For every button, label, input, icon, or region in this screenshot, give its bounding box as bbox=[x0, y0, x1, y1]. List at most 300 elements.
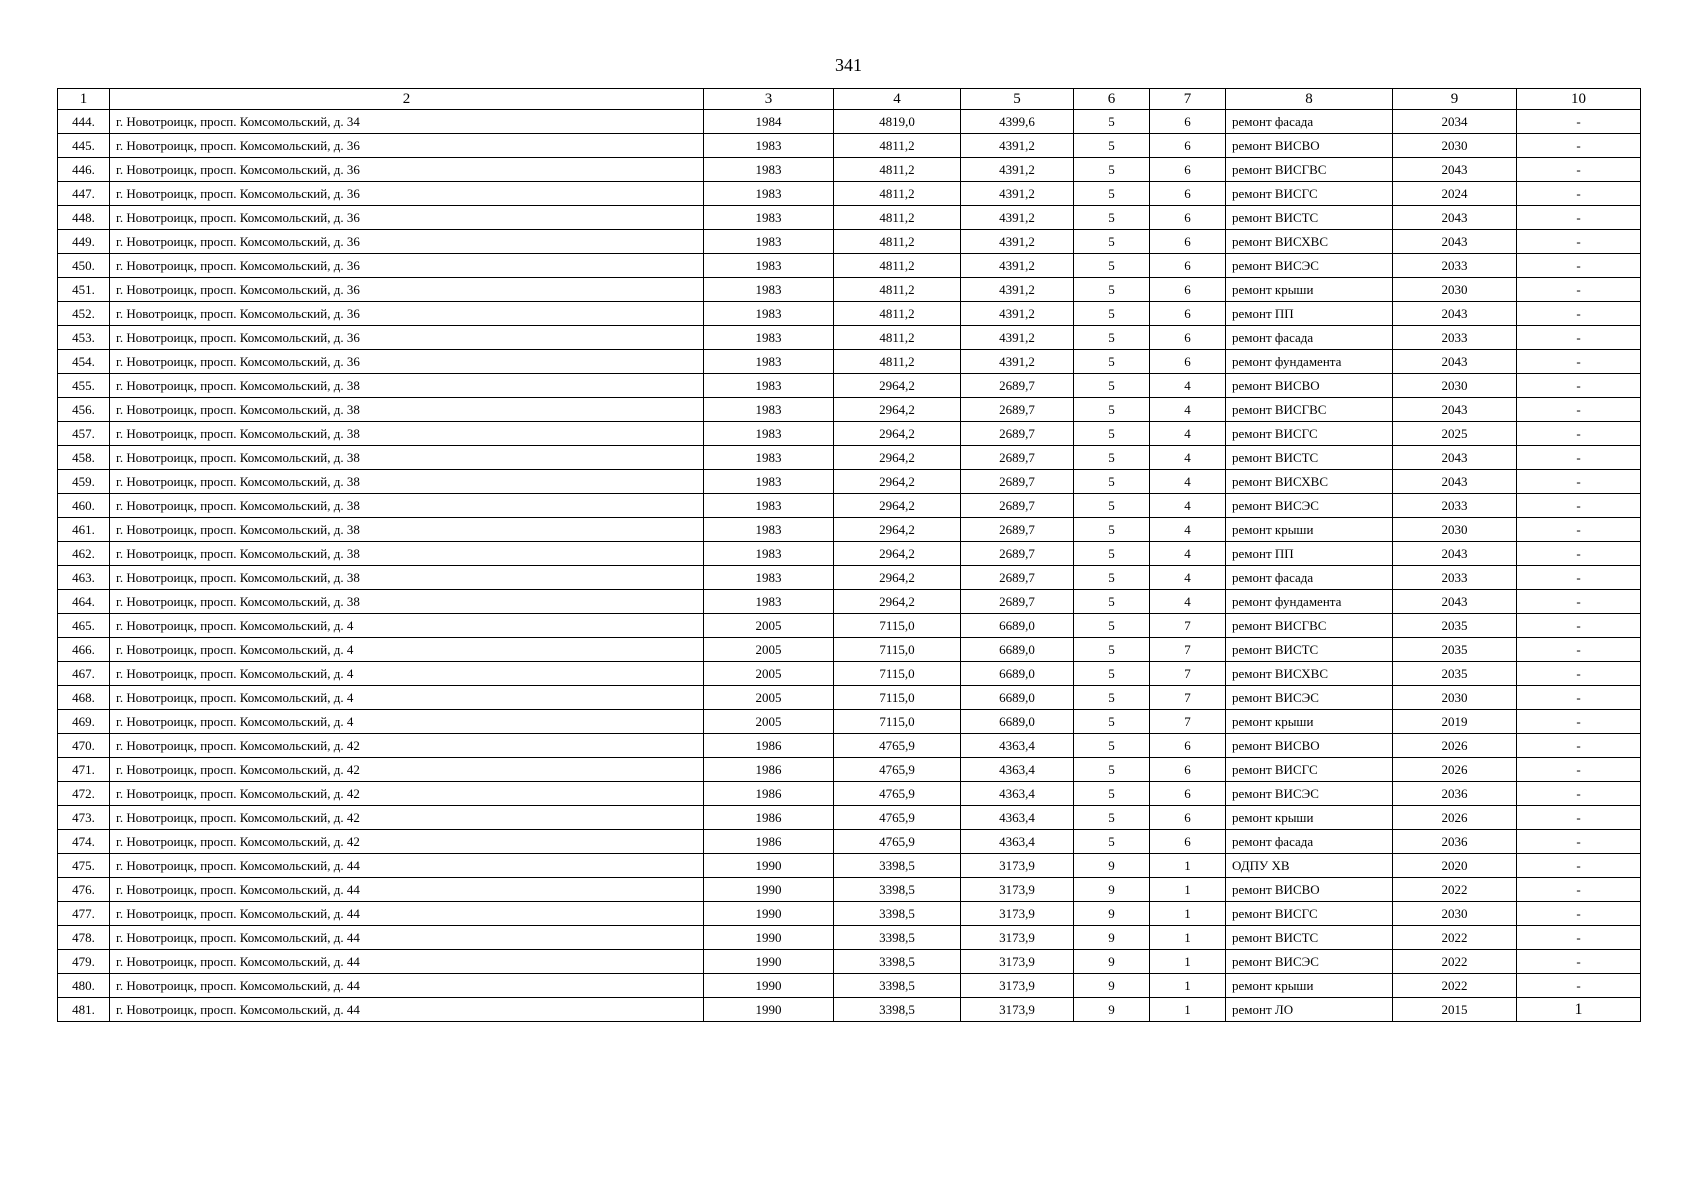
address-cell: г. Новотроицк, просп. Комсомольский, д. 36 bbox=[110, 278, 704, 302]
note-cell: - bbox=[1517, 710, 1641, 734]
address-cell: г. Новотроицк, просп. Комсомольский, д. 36 bbox=[110, 206, 704, 230]
work-type-cell: ремонт ВИСХВС bbox=[1226, 662, 1393, 686]
note-cell: - bbox=[1517, 110, 1641, 134]
column-header-7: 7 bbox=[1150, 89, 1226, 110]
note-cell: - bbox=[1517, 758, 1641, 782]
total-area-cell: 3398,5 bbox=[834, 926, 961, 950]
row-number-cell: 470. bbox=[58, 734, 110, 758]
living-area-cell: 3173,9 bbox=[961, 950, 1074, 974]
address-cell: г. Новотроицк, просп. Комсомольский, д. 4 bbox=[110, 662, 704, 686]
address-cell: г. Новотроицк, просп. Комсомольский, д. 38 bbox=[110, 446, 704, 470]
plan-year-cell: 2030 bbox=[1393, 902, 1517, 926]
living-area-cell: 4391,2 bbox=[961, 158, 1074, 182]
living-area-cell: 4363,4 bbox=[961, 806, 1074, 830]
year-cell: 1990 bbox=[704, 950, 834, 974]
living-area-cell: 4399,6 bbox=[961, 110, 1074, 134]
year-cell: 1986 bbox=[704, 830, 834, 854]
year-cell: 1986 bbox=[704, 758, 834, 782]
floors-cell: 5 bbox=[1074, 158, 1150, 182]
floors-cell: 5 bbox=[1074, 422, 1150, 446]
entrances-cell: 7 bbox=[1150, 686, 1226, 710]
living-area-cell: 2689,7 bbox=[961, 470, 1074, 494]
document-table bbox=[57, 88, 1641, 1022]
table-body bbox=[58, 110, 1641, 1022]
total-area-cell: 4811,2 bbox=[834, 302, 961, 326]
plan-year-cell: 2026 bbox=[1393, 806, 1517, 830]
row-number-cell: 478. bbox=[58, 926, 110, 950]
plan-year-cell: 2035 bbox=[1393, 638, 1517, 662]
floors-cell: 5 bbox=[1074, 638, 1150, 662]
entrances-cell: 6 bbox=[1150, 302, 1226, 326]
floors-cell: 5 bbox=[1074, 278, 1150, 302]
address-cell: г. Новотроицк, просп. Комсомольский, д. 44 bbox=[110, 854, 704, 878]
entrances-cell: 4 bbox=[1150, 542, 1226, 566]
year-cell: 1990 bbox=[704, 854, 834, 878]
work-type-cell: ремонт ВИСГВС bbox=[1226, 158, 1393, 182]
note-cell: - bbox=[1517, 254, 1641, 278]
plan-year-cell: 2043 bbox=[1393, 446, 1517, 470]
plan-year-cell: 2043 bbox=[1393, 158, 1517, 182]
year-cell: 1990 bbox=[704, 926, 834, 950]
note-cell: - bbox=[1517, 134, 1641, 158]
column-header-3: 3 bbox=[704, 89, 834, 110]
note-cell: - bbox=[1517, 518, 1641, 542]
plan-year-cell: 2025 bbox=[1393, 422, 1517, 446]
floors-cell: 5 bbox=[1074, 302, 1150, 326]
table-row bbox=[58, 662, 1641, 686]
total-area-cell: 2964,2 bbox=[834, 542, 961, 566]
note-cell: - bbox=[1517, 398, 1641, 422]
work-type-cell: ремонт ВИСВО bbox=[1226, 734, 1393, 758]
row-number-cell: 444. bbox=[58, 110, 110, 134]
living-area-cell: 4363,4 bbox=[961, 734, 1074, 758]
entrances-cell: 4 bbox=[1150, 374, 1226, 398]
entrances-cell: 6 bbox=[1150, 782, 1226, 806]
total-area-cell: 4811,2 bbox=[834, 182, 961, 206]
entrances-cell: 4 bbox=[1150, 470, 1226, 494]
year-cell: 1983 bbox=[704, 542, 834, 566]
total-area-cell: 3398,5 bbox=[834, 998, 961, 1022]
plan-year-cell: 2043 bbox=[1393, 350, 1517, 374]
row-number-cell: 477. bbox=[58, 902, 110, 926]
floors-cell: 5 bbox=[1074, 542, 1150, 566]
floors-cell: 5 bbox=[1074, 494, 1150, 518]
table-row bbox=[58, 134, 1641, 158]
table-row bbox=[58, 758, 1641, 782]
total-area-cell: 7115,0 bbox=[834, 686, 961, 710]
row-number-cell: 455. bbox=[58, 374, 110, 398]
note-cell: - bbox=[1517, 782, 1641, 806]
plan-year-cell: 2026 bbox=[1393, 734, 1517, 758]
table-row bbox=[58, 638, 1641, 662]
plan-year-cell: 2043 bbox=[1393, 470, 1517, 494]
plan-year-cell: 2033 bbox=[1393, 494, 1517, 518]
work-type-cell: ремонт ВИСТС bbox=[1226, 926, 1393, 950]
plan-year-cell: 2022 bbox=[1393, 878, 1517, 902]
entrances-cell: 1 bbox=[1150, 926, 1226, 950]
work-type-cell: ремонт ВИСВО bbox=[1226, 374, 1393, 398]
year-cell: 1986 bbox=[704, 734, 834, 758]
floors-cell: 5 bbox=[1074, 182, 1150, 206]
row-number-cell: 462. bbox=[58, 542, 110, 566]
living-area-cell: 2689,7 bbox=[961, 422, 1074, 446]
floors-cell: 5 bbox=[1074, 326, 1150, 350]
note-cell: - bbox=[1517, 566, 1641, 590]
living-area-cell: 2689,7 bbox=[961, 494, 1074, 518]
total-area-cell: 3398,5 bbox=[834, 902, 961, 926]
work-type-cell: ремонт фасада bbox=[1226, 830, 1393, 854]
work-type-cell: ремонт ВИСГС bbox=[1226, 902, 1393, 926]
plan-year-cell: 2033 bbox=[1393, 326, 1517, 350]
table-row bbox=[58, 686, 1641, 710]
note-cell: - bbox=[1517, 950, 1641, 974]
note-cell: - bbox=[1517, 686, 1641, 710]
floors-cell: 5 bbox=[1074, 110, 1150, 134]
work-type-cell: ремонт ВИСЭС bbox=[1226, 686, 1393, 710]
plan-year-cell: 2036 bbox=[1393, 830, 1517, 854]
table-row bbox=[58, 326, 1641, 350]
plan-year-cell: 2022 bbox=[1393, 950, 1517, 974]
living-area-cell: 3173,9 bbox=[961, 878, 1074, 902]
floors-cell: 9 bbox=[1074, 854, 1150, 878]
plan-year-cell: 2020 bbox=[1393, 854, 1517, 878]
living-area-cell: 6689,0 bbox=[961, 614, 1074, 638]
note-cell: - bbox=[1517, 614, 1641, 638]
year-cell: 1983 bbox=[704, 470, 834, 494]
year-cell: 1983 bbox=[704, 230, 834, 254]
year-cell: 1990 bbox=[704, 878, 834, 902]
work-type-cell: ремонт ВИСГВС bbox=[1226, 398, 1393, 422]
work-type-cell: ремонт ВИСГС bbox=[1226, 758, 1393, 782]
living-area-cell: 6689,0 bbox=[961, 686, 1074, 710]
note-cell: - bbox=[1517, 350, 1641, 374]
year-cell: 1983 bbox=[704, 374, 834, 398]
work-type-cell: ремонт крыши bbox=[1226, 806, 1393, 830]
living-area-cell: 2689,7 bbox=[961, 542, 1074, 566]
address-cell: г. Новотроицк, просп. Комсомольский, д. 42 bbox=[110, 830, 704, 854]
row-number-cell: 447. bbox=[58, 182, 110, 206]
address-cell: г. Новотроицк, просп. Комсомольский, д. 36 bbox=[110, 134, 704, 158]
living-area-cell: 4391,2 bbox=[961, 350, 1074, 374]
floors-cell: 5 bbox=[1074, 254, 1150, 278]
floors-cell: 5 bbox=[1074, 806, 1150, 830]
row-number-cell: 463. bbox=[58, 566, 110, 590]
total-area-cell: 4811,2 bbox=[834, 206, 961, 230]
work-type-cell: ремонт ВИСВО bbox=[1226, 134, 1393, 158]
floors-cell: 9 bbox=[1074, 902, 1150, 926]
row-number-cell: 474. bbox=[58, 830, 110, 854]
table-row bbox=[58, 998, 1641, 1022]
column-header-5: 5 bbox=[961, 89, 1074, 110]
table-row bbox=[58, 422, 1641, 446]
note-cell: - bbox=[1517, 158, 1641, 182]
note-cell: - bbox=[1517, 374, 1641, 398]
living-area-cell: 4391,2 bbox=[961, 302, 1074, 326]
table-row bbox=[58, 350, 1641, 374]
entrances-cell: 4 bbox=[1150, 590, 1226, 614]
entrances-cell: 1 bbox=[1150, 854, 1226, 878]
table-row bbox=[58, 230, 1641, 254]
table-row bbox=[58, 182, 1641, 206]
plan-year-cell: 2033 bbox=[1393, 566, 1517, 590]
row-number-cell: 468. bbox=[58, 686, 110, 710]
note-cell: - bbox=[1517, 878, 1641, 902]
entrances-cell: 6 bbox=[1150, 758, 1226, 782]
living-area-cell: 2689,7 bbox=[961, 518, 1074, 542]
floors-cell: 5 bbox=[1074, 686, 1150, 710]
address-cell: г. Новотроицк, просп. Комсомольский, д. 36 bbox=[110, 182, 704, 206]
address-cell: г. Новотроицк, просп. Комсомольский, д. 4 bbox=[110, 614, 704, 638]
entrances-cell: 6 bbox=[1150, 182, 1226, 206]
floors-cell: 9 bbox=[1074, 950, 1150, 974]
year-cell: 1990 bbox=[704, 902, 834, 926]
floors-cell: 5 bbox=[1074, 734, 1150, 758]
address-cell: г. Новотроицк, просп. Комсомольский, д. 38 bbox=[110, 566, 704, 590]
entrances-cell: 4 bbox=[1150, 446, 1226, 470]
note-cell: - bbox=[1517, 278, 1641, 302]
address-cell: г. Новотроицк, просп. Комсомольский, д. 38 bbox=[110, 422, 704, 446]
work-type-cell: ремонт фасада bbox=[1226, 110, 1393, 134]
floors-cell: 5 bbox=[1074, 566, 1150, 590]
year-cell: 1983 bbox=[704, 206, 834, 230]
floors-cell: 9 bbox=[1074, 926, 1150, 950]
row-number-cell: 481. bbox=[58, 998, 110, 1022]
entrances-cell: 6 bbox=[1150, 278, 1226, 302]
row-number-cell: 476. bbox=[58, 878, 110, 902]
living-area-cell: 4363,4 bbox=[961, 758, 1074, 782]
total-area-cell: 4765,9 bbox=[834, 782, 961, 806]
row-number-cell: 450. bbox=[58, 254, 110, 278]
work-type-cell: ремонт ВИСЭС bbox=[1226, 254, 1393, 278]
row-number-cell: 475. bbox=[58, 854, 110, 878]
work-type-cell: ремонт крыши bbox=[1226, 518, 1393, 542]
work-type-cell: ремонт фундамента bbox=[1226, 590, 1393, 614]
living-area-cell: 4391,2 bbox=[961, 182, 1074, 206]
total-area-cell: 4811,2 bbox=[834, 230, 961, 254]
year-cell: 1983 bbox=[704, 494, 834, 518]
address-cell: г. Новотроицк, просп. Комсомольский, д. 44 bbox=[110, 926, 704, 950]
year-cell: 2005 bbox=[704, 638, 834, 662]
total-area-cell: 7115,0 bbox=[834, 614, 961, 638]
address-cell: г. Новотроицк, просп. Комсомольский, д. 36 bbox=[110, 254, 704, 278]
entrances-cell: 6 bbox=[1150, 254, 1226, 278]
address-cell: г. Новотроицк, просп. Комсомольский, д. 36 bbox=[110, 302, 704, 326]
total-area-cell: 2964,2 bbox=[834, 518, 961, 542]
floors-cell: 5 bbox=[1074, 518, 1150, 542]
living-area-cell: 4391,2 bbox=[961, 326, 1074, 350]
plan-year-cell: 2019 bbox=[1393, 710, 1517, 734]
table-row bbox=[58, 254, 1641, 278]
work-type-cell: ремонт ПП bbox=[1226, 542, 1393, 566]
total-area-cell: 2964,2 bbox=[834, 590, 961, 614]
address-cell: г. Новотроицк, просп. Комсомольский, д. 38 bbox=[110, 590, 704, 614]
work-type-cell: ремонт ПП bbox=[1226, 302, 1393, 326]
floors-cell: 5 bbox=[1074, 758, 1150, 782]
table-row bbox=[58, 590, 1641, 614]
living-area-cell: 3173,9 bbox=[961, 998, 1074, 1022]
entrances-cell: 4 bbox=[1150, 494, 1226, 518]
total-area-cell: 4811,2 bbox=[834, 158, 961, 182]
row-number-cell: 472. bbox=[58, 782, 110, 806]
page-number: 341 bbox=[835, 55, 862, 75]
entrances-cell: 4 bbox=[1150, 398, 1226, 422]
total-area-cell: 2964,2 bbox=[834, 374, 961, 398]
row-number-cell: 453. bbox=[58, 326, 110, 350]
entrances-cell: 6 bbox=[1150, 350, 1226, 374]
plan-year-cell: 2035 bbox=[1393, 614, 1517, 638]
column-header-1: 1 bbox=[58, 89, 110, 110]
plan-year-cell: 2022 bbox=[1393, 926, 1517, 950]
entrances-cell: 7 bbox=[1150, 638, 1226, 662]
floors-cell: 5 bbox=[1074, 134, 1150, 158]
year-cell: 1986 bbox=[704, 806, 834, 830]
table-row bbox=[58, 518, 1641, 542]
column-header-2: 2 bbox=[110, 89, 704, 110]
note-cell: - bbox=[1517, 230, 1641, 254]
note-cell: 1 bbox=[1517, 998, 1641, 1022]
floors-cell: 5 bbox=[1074, 446, 1150, 470]
address-cell: г. Новотроицк, просп. Комсомольский, д. 36 bbox=[110, 230, 704, 254]
entrances-cell: 6 bbox=[1150, 206, 1226, 230]
entrances-cell: 6 bbox=[1150, 134, 1226, 158]
table-row bbox=[58, 734, 1641, 758]
floors-cell: 5 bbox=[1074, 614, 1150, 638]
plan-year-cell: 2022 bbox=[1393, 974, 1517, 998]
address-cell: г. Новотроицк, просп. Комсомольский, д. 38 bbox=[110, 542, 704, 566]
living-area-cell: 3173,9 bbox=[961, 902, 1074, 926]
table-row bbox=[58, 974, 1641, 998]
note-cell: - bbox=[1517, 542, 1641, 566]
table-row bbox=[58, 710, 1641, 734]
note-cell: - bbox=[1517, 926, 1641, 950]
table-row bbox=[58, 206, 1641, 230]
plan-year-cell: 2026 bbox=[1393, 758, 1517, 782]
total-area-cell: 4811,2 bbox=[834, 134, 961, 158]
year-cell: 1983 bbox=[704, 182, 834, 206]
plan-year-cell: 2030 bbox=[1393, 518, 1517, 542]
year-cell: 2005 bbox=[704, 662, 834, 686]
plan-year-cell: 2043 bbox=[1393, 398, 1517, 422]
living-area-cell: 2689,7 bbox=[961, 374, 1074, 398]
row-number-cell: 460. bbox=[58, 494, 110, 518]
table-row bbox=[58, 614, 1641, 638]
table-row bbox=[58, 950, 1641, 974]
column-header-4: 4 bbox=[834, 89, 961, 110]
total-area-cell: 4765,9 bbox=[834, 830, 961, 854]
year-cell: 2005 bbox=[704, 686, 834, 710]
table-row bbox=[58, 830, 1641, 854]
address-cell: г. Новотроицк, просп. Комсомольский, д. 38 bbox=[110, 518, 704, 542]
total-area-cell: 2964,2 bbox=[834, 566, 961, 590]
row-number-cell: 471. bbox=[58, 758, 110, 782]
total-area-cell: 3398,5 bbox=[834, 974, 961, 998]
living-area-cell: 4363,4 bbox=[961, 782, 1074, 806]
table-row bbox=[58, 470, 1641, 494]
note-cell: - bbox=[1517, 974, 1641, 998]
entrances-cell: 4 bbox=[1150, 518, 1226, 542]
table-row bbox=[58, 158, 1641, 182]
address-cell: г. Новотроицк, просп. Комсомольский, д. 44 bbox=[110, 998, 704, 1022]
year-cell: 1983 bbox=[704, 302, 834, 326]
year-cell: 1983 bbox=[704, 518, 834, 542]
row-number-cell: 446. bbox=[58, 158, 110, 182]
entrances-cell: 1 bbox=[1150, 998, 1226, 1022]
work-type-cell: ремонт ЛО bbox=[1226, 998, 1393, 1022]
row-number-cell: 458. bbox=[58, 446, 110, 470]
entrances-cell: 7 bbox=[1150, 662, 1226, 686]
total-area-cell: 2964,2 bbox=[834, 446, 961, 470]
living-area-cell: 6689,0 bbox=[961, 710, 1074, 734]
total-area-cell: 2964,2 bbox=[834, 470, 961, 494]
living-area-cell: 2689,7 bbox=[961, 566, 1074, 590]
note-cell: - bbox=[1517, 902, 1641, 926]
address-cell: г. Новотроицк, просп. Комсомольский, д. 42 bbox=[110, 758, 704, 782]
work-type-cell: ремонт ВИСТС bbox=[1226, 206, 1393, 230]
row-number-cell: 467. bbox=[58, 662, 110, 686]
row-number-cell: 452. bbox=[58, 302, 110, 326]
living-area-cell: 4391,2 bbox=[961, 134, 1074, 158]
column-header-9: 9 bbox=[1393, 89, 1517, 110]
entrances-cell: 7 bbox=[1150, 614, 1226, 638]
living-area-cell: 4391,2 bbox=[961, 254, 1074, 278]
living-area-cell: 6689,0 bbox=[961, 638, 1074, 662]
row-number-cell: 459. bbox=[58, 470, 110, 494]
table-row bbox=[58, 110, 1641, 134]
living-area-cell: 3173,9 bbox=[961, 854, 1074, 878]
address-cell: г. Новотроицк, просп. Комсомольский, д. 38 bbox=[110, 470, 704, 494]
floors-cell: 9 bbox=[1074, 878, 1150, 902]
total-area-cell: 4765,9 bbox=[834, 734, 961, 758]
plan-year-cell: 2043 bbox=[1393, 590, 1517, 614]
note-cell: - bbox=[1517, 638, 1641, 662]
entrances-cell: 4 bbox=[1150, 566, 1226, 590]
floors-cell: 5 bbox=[1074, 350, 1150, 374]
living-area-cell: 3173,9 bbox=[961, 974, 1074, 998]
total-area-cell: 3398,5 bbox=[834, 950, 961, 974]
entrances-cell: 4 bbox=[1150, 422, 1226, 446]
address-cell: г. Новотроицк, просп. Комсомольский, д. 44 bbox=[110, 974, 704, 998]
living-area-cell: 4391,2 bbox=[961, 206, 1074, 230]
entrances-cell: 1 bbox=[1150, 878, 1226, 902]
table-row bbox=[58, 926, 1641, 950]
total-area-cell: 4765,9 bbox=[834, 758, 961, 782]
address-cell: г. Новотроицк, просп. Комсомольский, д. 42 bbox=[110, 782, 704, 806]
row-number-cell: 449. bbox=[58, 230, 110, 254]
row-number-cell: 451. bbox=[58, 278, 110, 302]
work-type-cell: ОДПУ ХВ bbox=[1226, 854, 1393, 878]
floors-cell: 5 bbox=[1074, 662, 1150, 686]
table-row bbox=[58, 878, 1641, 902]
address-cell: г. Новотроицк, просп. Комсомольский, д. 44 bbox=[110, 902, 704, 926]
table-row bbox=[58, 302, 1641, 326]
total-area-cell: 7115,0 bbox=[834, 638, 961, 662]
year-cell: 1983 bbox=[704, 134, 834, 158]
row-number-cell: 456. bbox=[58, 398, 110, 422]
year-cell: 1983 bbox=[704, 590, 834, 614]
address-cell: г. Новотроицк, просп. Комсомольский, д. 38 bbox=[110, 494, 704, 518]
plan-year-cell: 2030 bbox=[1393, 278, 1517, 302]
work-type-cell: ремонт крыши bbox=[1226, 710, 1393, 734]
address-cell: г. Новотроицк, просп. Комсомольский, д. 44 bbox=[110, 950, 704, 974]
address-cell: г. Новотроицк, просп. Комсомольский, д. 36 bbox=[110, 158, 704, 182]
column-header-6: 6 bbox=[1074, 89, 1150, 110]
table-row bbox=[58, 782, 1641, 806]
note-cell: - bbox=[1517, 302, 1641, 326]
work-type-cell: ремонт ВИСГВС bbox=[1226, 614, 1393, 638]
column-header-10: 10 bbox=[1517, 89, 1641, 110]
row-number-cell: 461. bbox=[58, 518, 110, 542]
floors-cell: 5 bbox=[1074, 710, 1150, 734]
